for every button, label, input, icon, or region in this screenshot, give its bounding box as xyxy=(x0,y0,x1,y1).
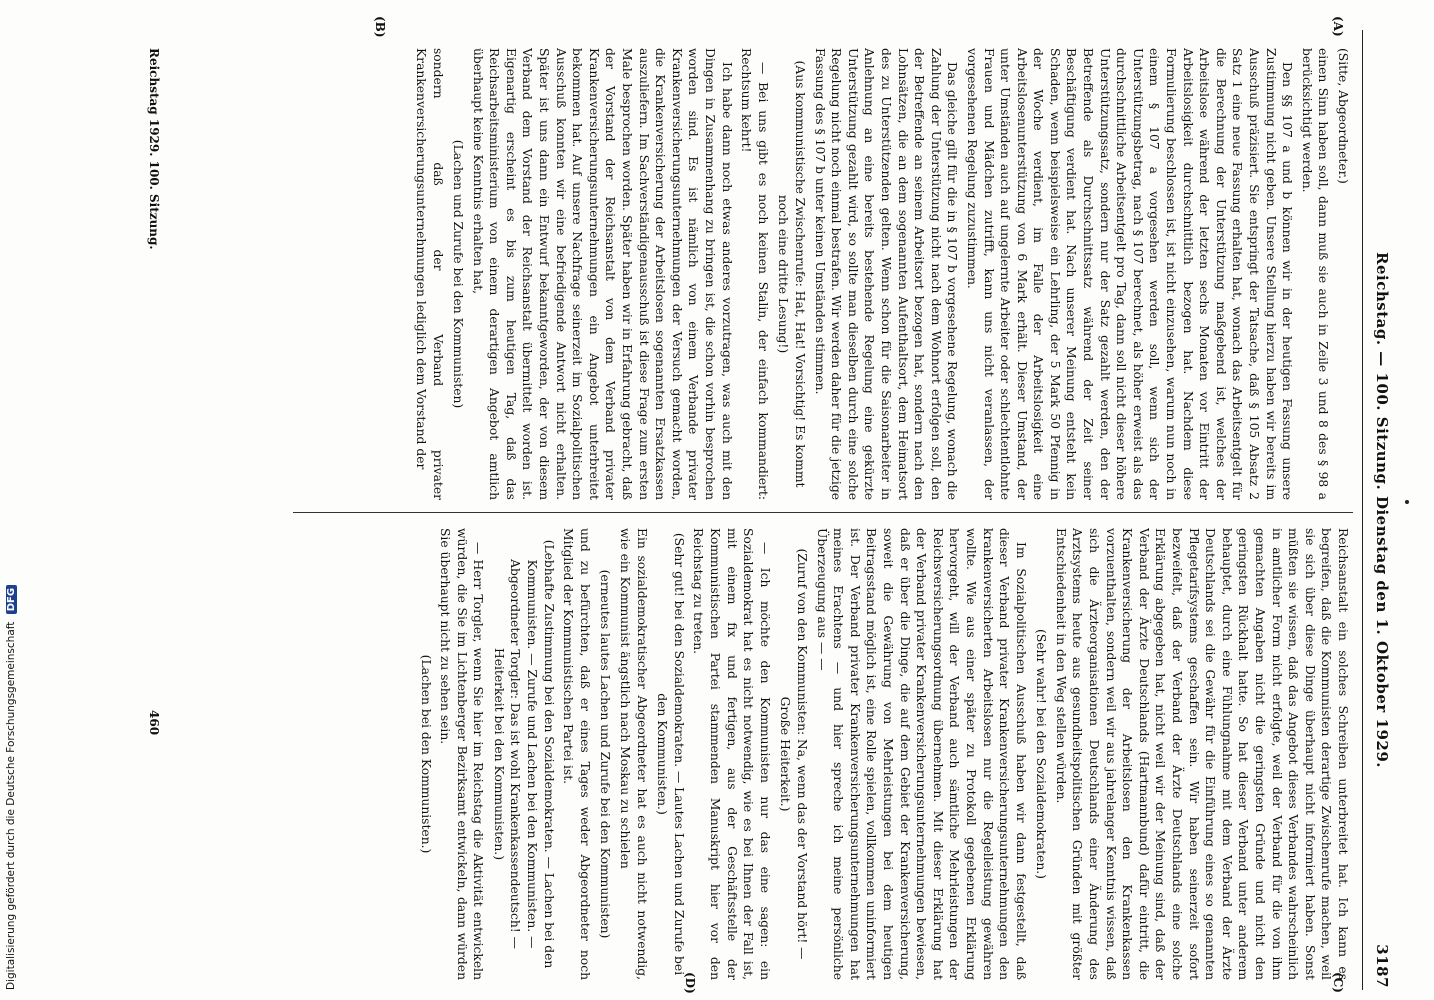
body-paragraph: Das gleiche gilt für die in § 107 b vorgesehene Regelung, wonach die Zahlung der Unterstützung nicht nach dem Wohnort erfolgen soll, den der Betreffende an seinem Arbeitsort bezogen hat, sondern nach den Lohnsätzen, die an dem sogenannten Aufenthaltsort, dem Heimatsort des zu Unterstützenden gelten. Wenn schon für die Saisonarbeiter in Anlehnung an eine bereits bestehende Regelung eine gekürzte Unterstützung gezahlt wird, so sollte man dieselben durch eine solche Regelung nicht noch einmal bestrafen. Wir werden daher für die jetzige Fassung des § 107 b unter keinen Umständen stimmen. xyxy=(812,48,960,500)
rotated-newspaper-page xyxy=(117,16,1397,994)
body-paragraph: Ich habe dann noch etwas anderes vorzutragen, was auch mit den Dingen in Zusammenhang zu bringen ist, die schon vorhin besprochen worden sind. Es ist nämlich von einem Verbande privater Krankenversicherungsunternehmungen der Versuch gemacht worden, die Krankenversicherung der Arbeitslosen sogenannten Ersatzkassen auszuliefern. Im Sachverständigenausschuß ist diese Frage zum ersten Male besprochen worden. Später haben wir in Erfahrung gebracht, daß der Vorstand der Reichsanstalt von dem Verband privater Krankenversicherungsunternehmungen ein Angebot unterbreitet bekommen hat. Auf unsere Nachfrage seinerzeit im Sozialpolitischen Ausschuß konnten wir eine befriedigende Antwort nicht erhalten. Später ist uns dann ein Entwurf bekanntgeworden, der von diesem Verband dem Vorstand der Reichsanstalt übermittelt worden ist. Eigenartig erscheint es bis zum heutigen Tag, daß das Reichsarbeitsministerium von einem derartigen Angebot amtlich überhaupt keine Kenntnis erhalten hat, xyxy=(470,48,734,500)
body-paragraph: einen Sinn haben soll, dann muß sie auch in Zeile 3 und 8 des § 98 a berücksichtigt werden. xyxy=(1299,48,1331,500)
dfg-logo-icon: DFG xyxy=(6,585,17,614)
body-paragraph: Den §§ 107 a und b können wir in der heutigen Fassung unsere Zustimmung nicht geben. Unsere Stellung hierzu haben wir bereits im Ausschuß präzisiert. Sie entspringt der Tatsache, daß § 105 Absatz 2 Satz 1 eine neue Fassung erhalten hat, wonach das Arbeitsentgelt für die Berechnung der Unterstützung maßgebend ist, welches der Arbeitslose während der letzten sechs Monaten vor Eintritt der Arbeitslosigkeit durchschnittlich bezogen hat. Nachdem diese Formulierung beschlossen ist, ist nicht einzusehen, warum nun noch in einem § 107 a vorgesehen werden soll, wenn sich der Unterstützungsbetrag, nach § 107 berechnet, als höher erweist als das durchschnittliche Arbeitsentgelt pro Tag, dann soll nicht dieser höhere Unterstützungssatz, sondern nur der Satz gezahlt werden, den der Betreffende als Durchschnittssatz während der Zeit seiner Beschäftigung verdient hat. Nach unserer Meinung entsteht kein Schaden, wenn beispielsweise ein Lehrling, der 5 Mark 50 Pfennig in der Woche verdient, im Falle der Arbeitslosigkeit eine Arbeitslosenunterstützung von 6 Mark erhält. Dieser Umstand, der unter Umständen auch auf ungelernte Arbeiter oder schlechtentlohnte Frauen und Mädchen zutrifft, kann uns nicht veranlassen, der vorgesehenen Regelung zuzustimmen. xyxy=(964,48,1295,500)
footer-session-info: Reichstag 1929. 100. Sitzung. xyxy=(147,48,161,250)
body-paragraph: — Ich möchte den Kommunisten nur das eine sagen: ein Sozialdemokrat hat es nicht notwendig, wie es bei Ihnen der Fall ist, mit einem fix und fertigen, aus der Geschäftsstelle der Kommunistischen Partei stammenden Manuskript hier vor den Reichstag zu treten. xyxy=(691,528,772,980)
body-paragraph: sondern daß der Verband privater Krankenversicherungsunternehmungen lediglich dem Vorstand der xyxy=(413,48,445,500)
left-text-column xyxy=(171,48,1351,500)
header-dot-mark xyxy=(1405,500,1409,504)
interjection-line: (Aus kommunistische Zwischenrufe: Hat, Hat! Vorsichtig! Es kommt noch eine dritte Lesung!) xyxy=(776,60,807,488)
interjection-line: (Lebhafte Zustimmung bei den Sozialdemokraten. — Lachen bei den Kommunisten. — Zurufe und Lachen bei den Kommunisten. — Abgeordneter Torgler: Das ist wohl Krankenkassendeutsch! — Heiterkeit bei den Kommunisten.) xyxy=(491,539,556,969)
credit-text: Digitalisierung gefördert durch die Deutsche Forschungsgemeinschaft xyxy=(5,621,17,990)
interjection-line: (Sehr wahr! bei den Sozialdemokraten.) xyxy=(1034,629,1049,879)
column-divider xyxy=(293,512,1353,513)
body-paragraph: — Herr Torgler, wenn Sie hier im Reichstag die Aktivität entwickeln würden, die Sie im Lichtenberger Bezirksamt entwickeln, dann würden Sie überhaupt nicht zu sehen sein. xyxy=(438,528,486,980)
margin-letter-c: (C) xyxy=(1331,972,1345,993)
interjection-line: (Lachen bei den Kommunisten.) xyxy=(418,654,433,854)
interjection-line: (Lachen und Zurufe bei den Kommunisten) xyxy=(451,139,466,409)
body-paragraph: Reichsanstalt ein solches Schreiben unterbreitet hat. Ich kann es begreifen, daß die Kommunisten derartige Zwischenrufe machen, weil sie sich über diese Dinge überhaupt nicht informiert haben. Sonst müßten sie wissen, daß das Angebot dieses Verbandes wahrscheinlich in amtlicher Form nicht erfolgte, weil der Verband für die von ihm gemachten Angaben nicht die geringsten Gründe und nicht den geringsten Rückhalt hatte. So hat dieser Verband unter anderem behauptet, durch eine Fühlungnahme mit dem Verband der Ärzte Deutschlands sei die Gewähr für die Einführung eines so genannten Pflegetarifsystems geschaffen sein. Wir haben seinerzeit sofort bezweifelt, daß der Verband der Ärzte Deutschlands eine solche Erklärung abgegeben hat, nicht weil wir der Meinung sind, daß der Verband der Ärzte Deutschlands (Hartmannbund) dafür eintritt, die Krankenversicherung der Arbeitslosen den Krankenkassen vorzuenthalten, sondern weil wir aus jahrelanger Kenntnis wissen, daß sich die Ärzteorganisationen Deutschlands einer Änderung des Arztsystems heute aus gesundheitspolitischen Gründen mit größter Entschiedenheit in den Weg stellen würden. xyxy=(1053,528,1350,980)
header-title: Reichstag. — 100. Sitzung. Dienstag den 1. Oktober 1929. xyxy=(1373,252,1391,768)
footer-folio-number: 460 xyxy=(147,710,161,736)
margin-letter-a: (A) xyxy=(1331,16,1345,37)
interjection-line: (Zuruf von den Kommunisten: Na, wenn das der Vorstand hört! — Große Heiterkeit.) xyxy=(778,548,809,960)
page-header xyxy=(1362,30,1397,990)
header-page-number: 3187 xyxy=(1373,944,1391,988)
margin-letter-b: (B) xyxy=(373,16,387,38)
margin-letter-d: (D) xyxy=(683,972,697,994)
body-paragraph: — Bei uns gibt es noch keinen Stalin, der einfach kommandiert: Rechtsum kehrt! xyxy=(739,48,770,500)
body-paragraph: Ein sozialdemokratischer Abgeordneter hat es auch nicht notwendig, wie ein Kommunist ängstlich nach Moskau zu schielen xyxy=(618,528,649,980)
interjection-line: (Sehr gut! bei den Sozialdemokraten. — Lautes Lachen und Zurufe bei den Kommunisten.) xyxy=(655,532,686,976)
body-paragraph: (Sitte, Abgeordneter.) xyxy=(1336,48,1350,184)
digitization-credit xyxy=(5,0,21,990)
interjection-line: (erneutes lautes Lachen und Zurufe bei den Kommunisten) xyxy=(598,569,613,939)
body-paragraph: Im Sozialpolitischen Ausschuß haben wir dann festgestellt, daß dieser Verband privater Krankenversicherungsunternehmungen den krankenversicherten Arbeitslosen nur die Regelleistung gewähren wollte. Wie aus einer später zu Protokoll gegebenen Erklärung hervorgeht, will der Verband auch sämtliche Mehrleistungen der Reichsversicherungsordnung übernehmen. Mit dieser Erklärung hat der Verband privater Krankenversicherungsunternehmungen bewiesen, daß er über die Dinge, die auf dem Gebiet der Krankenversicherung, soweit die Gewährung von Mehrleistungen bei dem heutigen Beitragsstand möglich ist, eine Rolle spielen, vollkommen uninformiert ist. Der Verband privater Krankenversicherungsunternehmungen hat meines Erachtens — und hier spreche ich meine persönliche Überzeugung aus — — xyxy=(814,528,1028,980)
body-paragraph: und zu befürchten, daß er eines Tages weder Abgeordneter noch Mitglied der Kommunistischen Partei ist. xyxy=(561,528,592,980)
right-text-column xyxy=(171,528,1351,980)
